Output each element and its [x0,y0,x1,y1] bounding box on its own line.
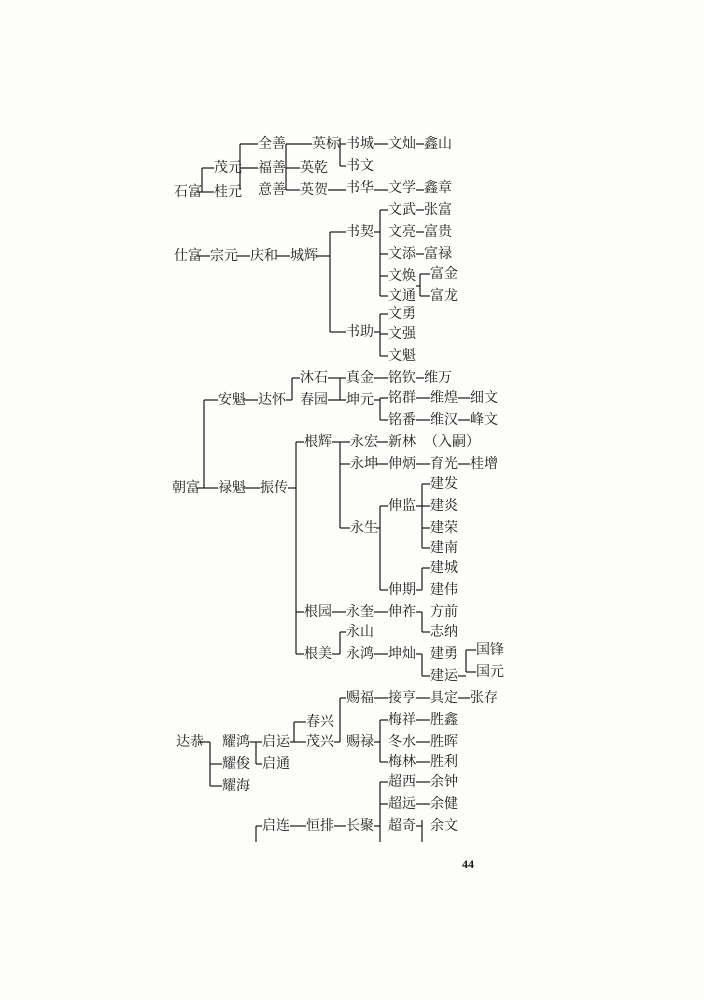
person-name: 英贺 [300,182,328,198]
person-name: 伸监 [388,498,416,514]
person-name: 启通 [262,756,290,772]
person-name: 书契 [346,224,374,240]
person-name: 国锋 [476,642,504,658]
person-name: 文亮 [388,224,416,240]
person-name: 志纳 [430,624,458,640]
person-name: 启运 [262,734,290,750]
person-name: 永生 [350,520,378,536]
person-name: 福善 [258,160,286,176]
person-name: 鑫山 [424,136,452,152]
person-name: 新林 [388,434,416,450]
person-name: 安魁 [218,392,246,408]
person-name: 张富 [424,202,452,218]
person-name: 根园 [304,604,332,620]
person-name: 桂增 [470,456,498,472]
person-name: 维汉 [430,412,458,428]
person-name: 伸祚 [388,604,416,620]
person-name: 书文 [346,158,374,174]
person-name: 维万 [424,370,452,386]
person-name: 超远 [388,796,416,812]
person-name: 伸期 [388,582,416,598]
person-name: 长聚 [346,818,374,834]
person-name: 恒排 [306,818,334,834]
person-name: 沐石 [300,370,328,386]
person-name: 达怀 [258,392,286,408]
person-name: 城辉 [290,248,318,264]
person-name: 富龙 [430,288,458,304]
person-name: 富金 [430,266,458,282]
person-name: 文学 [388,180,416,196]
person-name: 余钟 [430,774,458,790]
person-name: 建南 [430,540,458,556]
person-name: 真金 [346,370,374,386]
person-name: 永奎 [346,604,374,620]
person-name: 胜晖 [430,734,458,750]
person-name: 春园 [300,392,328,408]
person-name: 峰文 [470,412,498,428]
person-name: 茂兴 [306,734,334,750]
person-name: 铭番 [388,412,416,428]
person-name: 宗元 [210,248,238,264]
person-name: 坤灿 [388,646,416,662]
person-name: 建发 [430,476,458,492]
person-name: 文魁 [388,348,416,364]
person-name: 英乾 [300,160,328,176]
person-name: 余健 [430,796,458,812]
person-name: 书城 [346,136,374,152]
person-name: 富贵 [424,224,452,240]
person-name: 胜利 [430,754,458,770]
person-name: 建运 [430,668,458,684]
person-name: 建伟 [430,582,458,598]
person-name: 鑫章 [424,180,452,196]
person-name: 根辉 [304,434,332,450]
person-name: 耀鸿 [222,734,250,750]
person-name: 余文 [430,818,458,834]
person-name: 接亨 [388,690,416,706]
person-name: 根美 [304,646,332,662]
person-name: 育光 [430,456,458,472]
person-name: 书助 [346,324,374,340]
person-name: 文焕 [388,268,416,284]
person-name: 铭钦 [388,370,416,386]
person-name: 振传 [260,480,288,496]
person-name: 建勇 [430,646,458,662]
person-name: 耀俊 [222,756,250,772]
person-name: 冬水 [388,734,416,750]
person-name: 具定 [430,690,458,706]
person-name: 启连 [262,818,290,834]
person-name: 文灿 [388,136,416,152]
person-name: 文强 [388,326,416,342]
person-name: 超西 [388,774,416,790]
person-name: 张存 [470,690,498,706]
person-name: 全善 [258,136,286,152]
person-name: 赐福 [346,690,374,706]
person-name: 仕富 [174,248,202,264]
person-name: 永山 [346,624,374,640]
person-name: 梅林 [388,754,416,770]
person-name: 伸炳 [388,456,416,472]
person-name: 赐禄 [346,734,374,750]
person-name: 文通 [388,288,416,304]
person-name: 永鸿 [346,646,374,662]
person-name: 建荣 [430,520,458,536]
person-name: 朝富 [172,480,200,496]
person-name: 英标 [312,136,340,152]
person-name: 文添 [388,246,416,262]
person-name: 梅祥 [388,712,416,728]
person-name: 达恭 [176,734,204,750]
person-name: 书华 [346,180,374,196]
person-name: （入嗣） [424,434,480,450]
person-name: 坤元 [346,392,374,408]
page-number: 44 [462,857,474,871]
person-name: 春兴 [306,714,334,730]
person-name: 庆和 [250,248,278,264]
person-name: 维煌 [430,390,458,406]
person-name: 永宏 [350,434,378,450]
person-name: 耀海 [222,778,250,794]
person-name: 禄魁 [218,480,246,496]
person-name: 国元 [476,664,504,680]
person-name: 茂元 [214,160,242,176]
person-name: 意善 [258,182,286,198]
person-name: 胜鑫 [430,712,458,728]
person-name: 超奇 [388,818,416,834]
person-name: 建炎 [430,498,458,514]
person-name: 文武 [388,202,416,218]
person-name: 建城 [430,560,458,576]
person-name: 永坤 [350,456,378,472]
person-name: 石富 [174,184,202,200]
person-name: 方前 [430,604,458,620]
person-name: 富禄 [424,246,452,262]
person-name: 桂元 [214,184,242,200]
person-name: 细文 [470,390,498,406]
person-name: 文勇 [388,306,416,322]
person-name: 铭群 [388,390,416,406]
